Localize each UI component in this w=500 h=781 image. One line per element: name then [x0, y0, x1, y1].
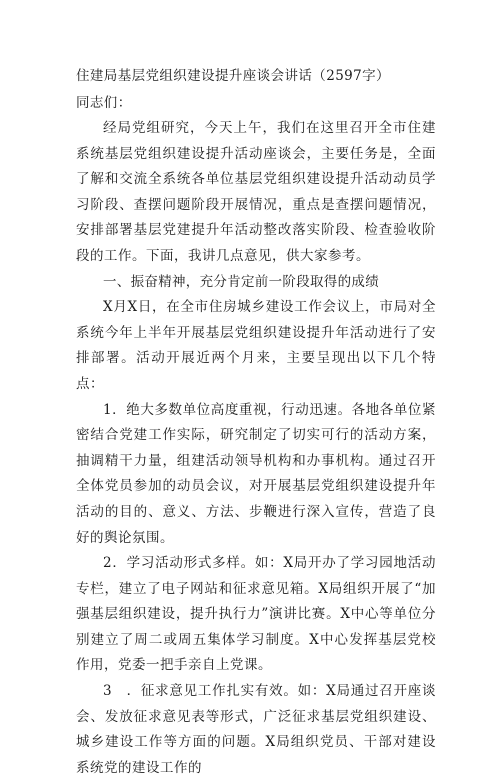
paragraph-point-2: 2．学习活动形式多样。如：X局开办了学习园地活动专栏，建立了电子网站和征求意见箱。X局组织开展了“加强基层组织建设，提升执行力”演讲比赛。X中心等单位分别建立了周二或周五集体学习制度。X中心发挥基层党校作用，党委一把手亲自上党课。	[76, 555, 436, 674]
paragraph-point-1: 1．绝大多数单位高度重视，行动迅速。各地各单位紧密结合党建工作实际，研究制定了切实可行的活动方案，抽调精干力量，组建活动领导机构和办事机构。通过召开全体党员参加的动员会议，对开展基层党组织建设提升年活动的目的、意义、方法、步鞭进行深入宣传，营造了良好的舆论氛围。	[76, 401, 436, 546]
paragraph-intro: 经局党组研究，今天上午，我们在这里召开全市住建系统基层党组织建设提升活动座谈会，主要任务是，全面了解和交流全系统各单位基层党组织建设提升活动动员学习阶段、查摆问题阶段开展情况，重点是查摆问题情况，安排部署基层党建提升年活动整改落实阶段、检查验收阶段的工作。下面，我讲几点意见，供大家参考。	[76, 120, 436, 264]
salutation: 同志们：	[76, 95, 132, 111]
paragraph-overview: X月X日，在全市住房城乡建设工作会议上，市局对全系统今年上半年开展基层党组织建设提升年活动进行了安排部署。活动开展近两个月来，主要呈现出以下几个特点：	[76, 299, 436, 392]
paragraph-point-3: 3 ．征求意见工作扎实有效。如：X局通过召开座谈会、发放征求意见表等形式，广泛征求基层党组织建设、城乡建设工作等方面的问题。X局组织党员、干部对建设系统党的建设工作的	[76, 683, 436, 776]
document-title: 住建局基层党组织建设提升座谈会讲话（2597字）	[76, 68, 390, 84]
section-heading: 一、振奋精神，充分肯定前一阶段取得的成绩	[103, 273, 379, 290]
document-body	[76, 116, 436, 781]
